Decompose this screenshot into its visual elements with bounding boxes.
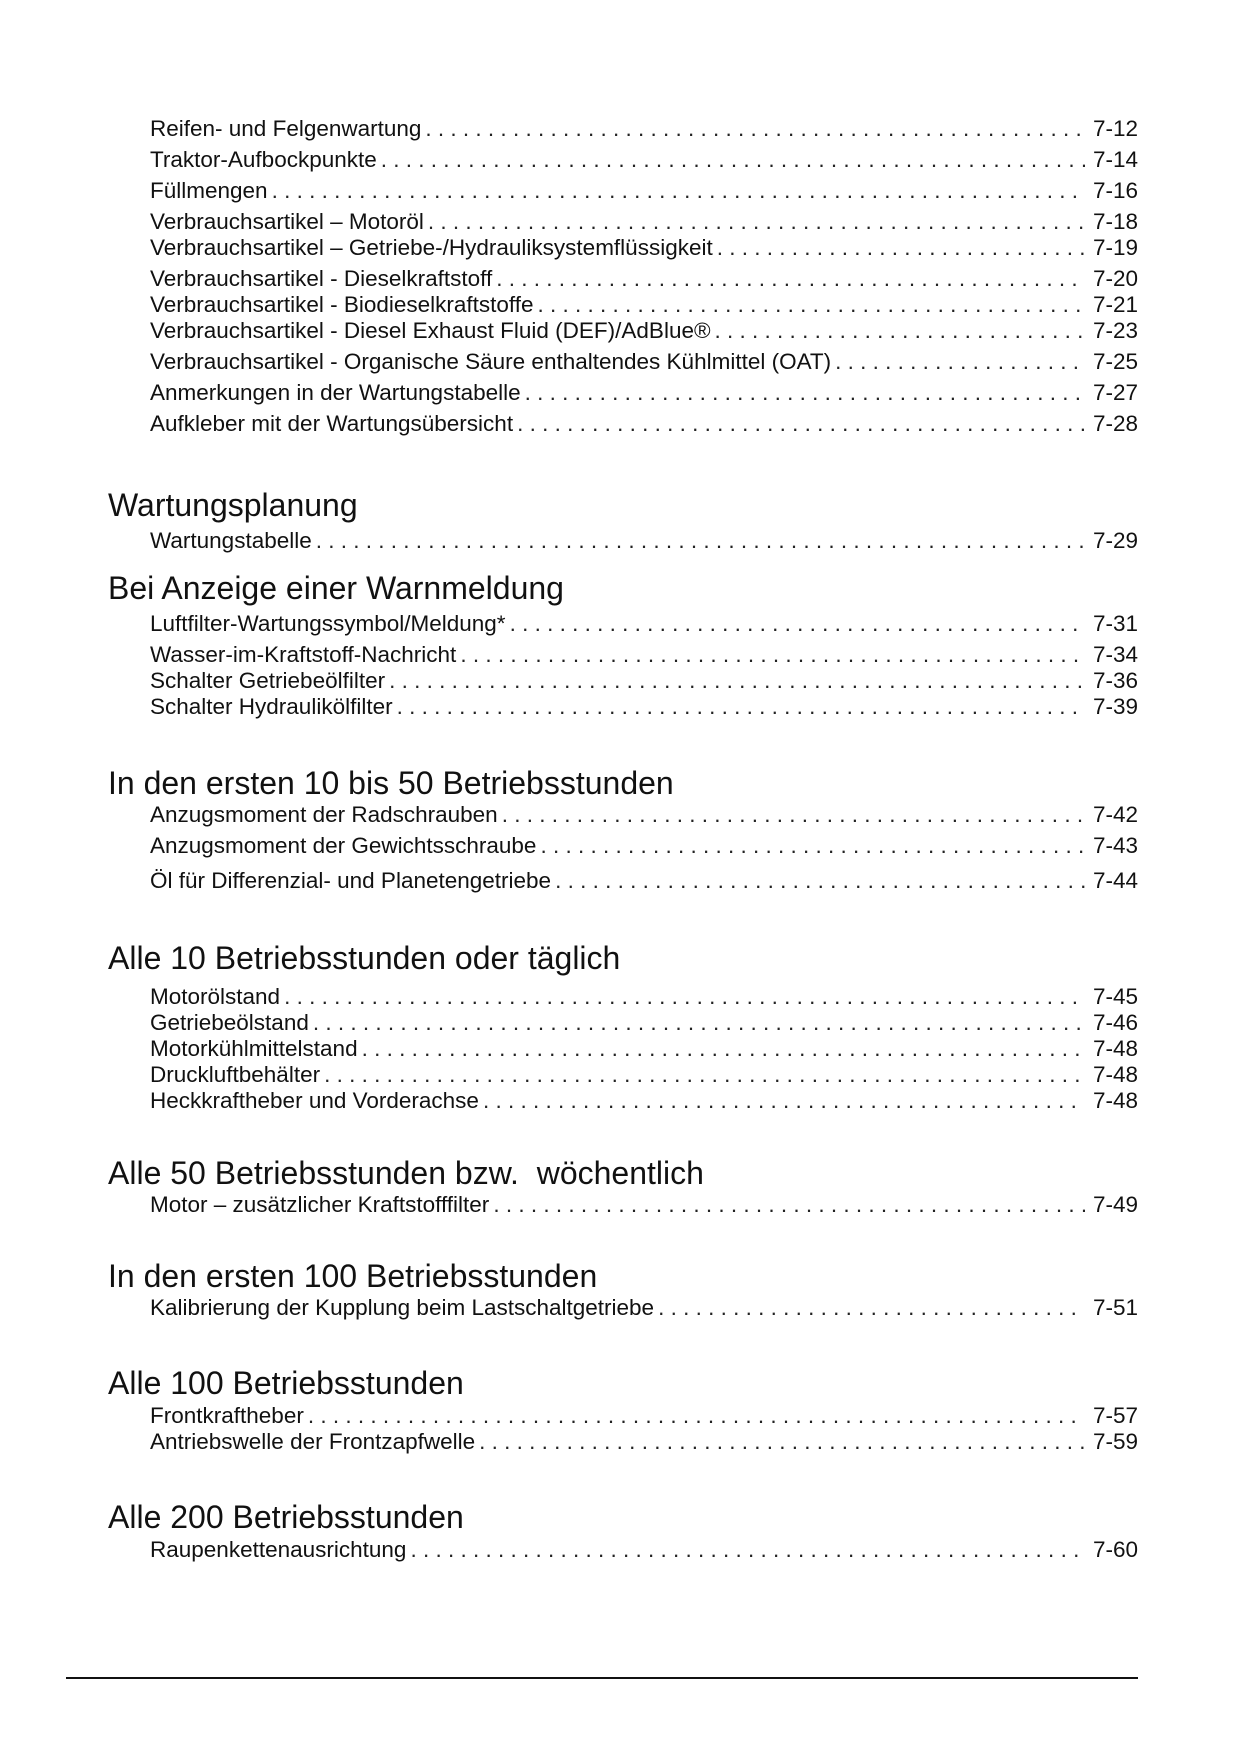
entry-page: 7-29 — [1092, 528, 1138, 553]
toc-entry — [150, 235, 1138, 261]
entry-page: 7-12 — [1092, 116, 1138, 141]
dot-leader — [428, 209, 1085, 235]
toc-entry — [150, 411, 1138, 437]
entry-title: Raupenkettenausrichtung — [150, 1537, 407, 1562]
dot-leader — [308, 1403, 1085, 1429]
dot-leader — [397, 694, 1085, 720]
entry-title: Luftfilter-Wartungssymbol/Meldung* — [150, 611, 506, 636]
toc-entry — [150, 147, 1138, 173]
dot-leader — [658, 1295, 1085, 1321]
toc-entry — [150, 833, 1138, 859]
section-heading: In den ersten 10 bis 50 Betriebsstunden — [108, 765, 674, 801]
section-heading: Bei Anzeige einer Warnmeldung — [108, 570, 564, 606]
entry-title: Verbrauchsartikel - Biodieselkraftstoffe — [150, 292, 534, 317]
entry-page: 7-25 — [1092, 349, 1138, 374]
entry-page: 7-46 — [1092, 1010, 1138, 1035]
entry-page: 7-42 — [1092, 802, 1138, 827]
toc-entry — [150, 528, 1138, 554]
toc-entry — [150, 1295, 1138, 1321]
entry-title: Verbrauchsartikel - Diesel Exhaust Fluid (DEF)/AdBlue® — [150, 318, 711, 343]
dot-leader — [284, 984, 1085, 1010]
toc-entry — [150, 380, 1138, 406]
toc-entry — [150, 668, 1138, 694]
dot-leader — [835, 349, 1085, 375]
toc-entry — [150, 1088, 1138, 1114]
toc-entry — [150, 318, 1138, 344]
dot-leader — [313, 1010, 1085, 1036]
toc-entry — [150, 178, 1138, 204]
dot-leader — [425, 116, 1085, 142]
entry-title: Traktor-Aufbockpunkte — [150, 147, 377, 172]
entry-page: 7-28 — [1092, 411, 1138, 436]
dot-leader — [510, 611, 1085, 637]
section-heading: Alle 10 Betriebsstunden oder täglich — [108, 940, 621, 976]
entry-title: Frontkraftheber — [150, 1403, 304, 1428]
dot-leader — [540, 833, 1085, 859]
dot-leader — [316, 528, 1085, 554]
entry-page: 7-16 — [1092, 178, 1138, 203]
entry-title: Verbrauchsartikel - Organische Säure enthaltendes Kühlmittel (OAT) — [150, 349, 832, 374]
dot-leader — [362, 1036, 1085, 1062]
entry-title: Schalter Getriebeölfilter — [150, 668, 386, 693]
entry-page: 7-39 — [1092, 694, 1138, 719]
toc-entry — [150, 116, 1138, 142]
entry-page: 7-49 — [1092, 1192, 1138, 1217]
section-heading: Alle 200 Betriebsstunden — [108, 1499, 464, 1535]
toc-entry — [150, 266, 1138, 292]
entry-page: 7-48 — [1092, 1088, 1138, 1113]
entry-page: 7-51 — [1092, 1295, 1138, 1320]
toc-entry — [150, 1537, 1138, 1563]
dot-leader — [479, 1429, 1085, 1455]
section-heading: Alle 100 Betriebsstunden — [108, 1365, 464, 1401]
entry-page: 7-44 — [1092, 868, 1138, 893]
dot-leader — [525, 380, 1085, 406]
entry-title: Verbrauchsartikel - Dieselkraftstoff — [150, 266, 493, 291]
entry-page: 7-14 — [1092, 147, 1138, 172]
entry-title: Antriebswelle der Frontzapfwelle — [150, 1429, 476, 1454]
dot-leader — [538, 292, 1085, 318]
toc-entry — [150, 642, 1138, 668]
entry-title: Anmerkungen in der Wartungstabelle — [150, 380, 521, 405]
entry-page: 7-21 — [1092, 292, 1138, 317]
toc-entry — [150, 1192, 1138, 1218]
entry-page: 7-45 — [1092, 984, 1138, 1009]
dot-leader — [381, 147, 1085, 173]
entry-title: Füllmengen — [150, 178, 268, 203]
dot-leader — [715, 318, 1085, 344]
entry-title: Kalibrierung der Kupplung beim Lastschaltgetriebe — [150, 1295, 655, 1320]
footer-rule — [66, 1677, 1138, 1679]
entry-page: 7-18 — [1092, 209, 1138, 234]
section-heading: Alle 50 Betriebsstunden bzw. wöchentlich — [108, 1155, 704, 1191]
toc-entry — [150, 1036, 1138, 1062]
toc-entry — [150, 1010, 1138, 1036]
dot-leader — [493, 1192, 1085, 1218]
entry-page: 7-60 — [1092, 1537, 1138, 1562]
entry-title: Verbrauchsartikel – Motoröl — [150, 209, 424, 234]
dot-leader — [517, 411, 1085, 437]
entry-title: Druckluftbehälter — [150, 1062, 321, 1087]
toc-entry — [150, 802, 1138, 828]
dot-leader — [460, 642, 1085, 668]
toc-entry — [150, 868, 1138, 894]
entry-page: 7-48 — [1092, 1036, 1138, 1061]
toc-entry — [150, 209, 1138, 235]
toc-entry — [150, 694, 1138, 720]
dot-leader — [555, 868, 1085, 894]
entry-page: 7-43 — [1092, 833, 1138, 858]
entry-page: 7-31 — [1092, 611, 1138, 636]
dot-leader — [389, 668, 1085, 694]
entry-title: Getriebeölstand — [150, 1010, 309, 1035]
entry-page: 7-23 — [1092, 318, 1138, 343]
entry-title: Wasser-im-Kraftstoff-Nachricht — [150, 642, 457, 667]
toc-entry — [150, 1403, 1138, 1429]
entry-title: Wartungstabelle — [150, 528, 312, 553]
dot-leader — [483, 1088, 1085, 1114]
entry-page: 7-34 — [1092, 642, 1138, 667]
entry-page: 7-19 — [1092, 235, 1138, 260]
dot-leader — [502, 802, 1085, 828]
entry-title: Motorölstand — [150, 984, 281, 1009]
entry-title: Motorkühlmittelstand — [150, 1036, 358, 1061]
entry-title: Verbrauchsartikel – Getriebe-/Hydrauliksystemflüssigkeit — [150, 235, 713, 260]
entry-title: Aufkleber mit der Wartungsübersicht — [150, 411, 514, 436]
toc-entry — [150, 349, 1138, 375]
entry-title: Reifen- und Felgenwartung — [150, 116, 422, 141]
entry-title: Heckkraftheber und Vorderachse — [150, 1088, 479, 1113]
entry-title: Motor – zusätzlicher Kraftstofffilter — [150, 1192, 490, 1217]
toc-entry — [150, 1062, 1138, 1088]
entry-title: Öl für Differenzial- und Planetengetriebe — [150, 868, 552, 893]
entry-page: 7-57 — [1092, 1403, 1138, 1428]
dot-leader — [324, 1062, 1085, 1088]
entry-page: 7-36 — [1092, 668, 1138, 693]
entry-title: Anzugsmoment der Radschrauben — [150, 802, 498, 827]
dot-leader — [717, 235, 1085, 261]
dot-leader — [410, 1537, 1085, 1563]
entry-page: 7-20 — [1092, 266, 1138, 291]
toc-entry — [150, 984, 1138, 1010]
entry-title: Schalter Hydraulikölfilter — [150, 694, 393, 719]
entry-page: 7-27 — [1092, 380, 1138, 405]
toc-entry — [150, 292, 1138, 318]
section-heading: In den ersten 100 Betriebsstunden — [108, 1258, 598, 1294]
entry-page: 7-59 — [1092, 1429, 1138, 1454]
section-heading: Wartungsplanung — [108, 487, 358, 523]
dot-leader — [272, 178, 1085, 204]
entry-page: 7-48 — [1092, 1062, 1138, 1087]
entry-title: Anzugsmoment der Gewichtsschraube — [150, 833, 537, 858]
toc-entry — [150, 1429, 1138, 1455]
dot-leader — [496, 266, 1085, 292]
toc-entry — [150, 611, 1138, 637]
